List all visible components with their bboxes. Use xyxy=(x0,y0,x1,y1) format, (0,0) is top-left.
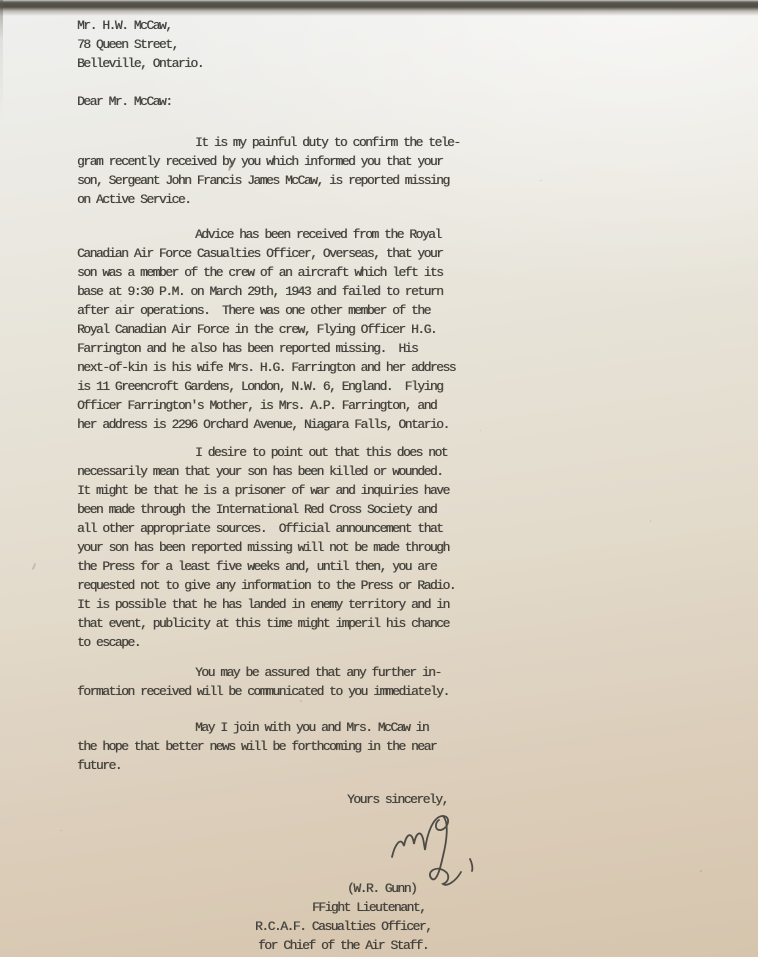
letter-line: been made through the International Red Cross Society and xyxy=(77,502,437,517)
paragraph-5 xyxy=(77,718,489,775)
recipient-address xyxy=(77,16,489,73)
paragraph-1 xyxy=(77,133,489,209)
letter-line: Officer Farrington's Mother, is Mrs. A.P. Farrington, and xyxy=(77,398,437,413)
letter-line: May I join with you and Mrs. McCaw in xyxy=(195,720,429,735)
closing: Yours sincerely, xyxy=(347,792,448,807)
paper-speck xyxy=(300,700,302,702)
letter-line: on Active Service. xyxy=(77,192,191,207)
paragraph-2 xyxy=(77,225,489,434)
letter-line: the hope that better news will be forthcoming in the near xyxy=(77,739,437,754)
letter-line: gram recently received by you which informed you that your xyxy=(77,154,443,169)
letter-line: after air operations. There was one other member of the xyxy=(77,303,430,318)
recipient-name: Mr. H.W. McCaw, xyxy=(77,18,172,33)
letter-line: Advice has been received from the Royal xyxy=(195,227,441,242)
signatory-name: (W.R. Gunn) xyxy=(347,881,417,896)
salutation: Dear Mr. McCaw: xyxy=(77,94,172,109)
letter-line: requested not to give any information to the Press or Radio. xyxy=(77,578,456,593)
letter-line: Canadian Air Force Casualties Officer, Overseas, that your xyxy=(77,246,443,261)
recipient-city: Belleville, Ontario. xyxy=(77,56,204,71)
paper-speck xyxy=(120,300,122,302)
letter-line: Royal Canadian Air Force in the crew, Flying Officer H.G. xyxy=(77,322,437,337)
letter-line: to escape. xyxy=(77,635,141,650)
letter-line: formation received will be communicated to you immediately. xyxy=(77,684,449,699)
letter-line: future. xyxy=(77,758,122,773)
letter-line: You may be assured that any further in- xyxy=(195,665,441,680)
letter-line: is 11 Greencroft Gardens, London, N.W. 6, England. Flying xyxy=(77,379,443,394)
letter-line: Farrington and he also has been reported missing. His xyxy=(77,341,418,356)
letter-line: It might be that he is a prisoner of war and inquiries have xyxy=(77,483,449,498)
letter-line: that event, publicity at this time might imperil his chance xyxy=(77,616,449,631)
paragraph-4 xyxy=(77,663,489,701)
letter-line: base at 9:30 P.M. on March 29th, 1943 and failed to return xyxy=(77,284,443,299)
letter-line: I desire to point out that this does not xyxy=(195,445,448,460)
letter-line: It is my painful duty to confirm the tele- xyxy=(195,135,460,150)
letter-line: son, Sergeant John Francis James McCaw, is reported missing xyxy=(77,173,449,188)
letter-line: the Press for a least five weeks and, until then, you are xyxy=(77,559,437,574)
paragraph-3 xyxy=(77,443,489,652)
signatory-behalf: for Chief of the Air Staff. xyxy=(258,938,429,953)
letter-line: son was a member of the crew of an aircraft which left its xyxy=(77,265,443,280)
recipient-street: 78 Queen Street, xyxy=(77,37,178,52)
letter-line: necessarily mean that your son has been killed or wounded. xyxy=(77,464,443,479)
paper-speck xyxy=(650,520,651,522)
letter-line: your son has been reported missing will not be made through xyxy=(77,540,449,555)
signature xyxy=(389,811,489,879)
paper-speck xyxy=(60,830,62,831)
letter-line: next-of-kin is his wife Mrs. H.G. Farrington and her address xyxy=(77,360,456,375)
signatory-rank: FFight Lieutenant, xyxy=(312,900,426,915)
paper-speck xyxy=(700,870,702,872)
letter-line: her address is 2296 Orchard Avenue, Niagara Falls, Ontario. xyxy=(77,417,449,432)
paper-speck xyxy=(480,430,481,431)
paper-speck xyxy=(540,180,542,181)
letter-line: all other appropriate sources. Official announcement that xyxy=(77,521,443,536)
letter-line: It is possible that he has landed in enemy territory and in xyxy=(77,597,449,612)
signatory-title: R.C.A.F. Casualties Officer, xyxy=(255,919,432,934)
